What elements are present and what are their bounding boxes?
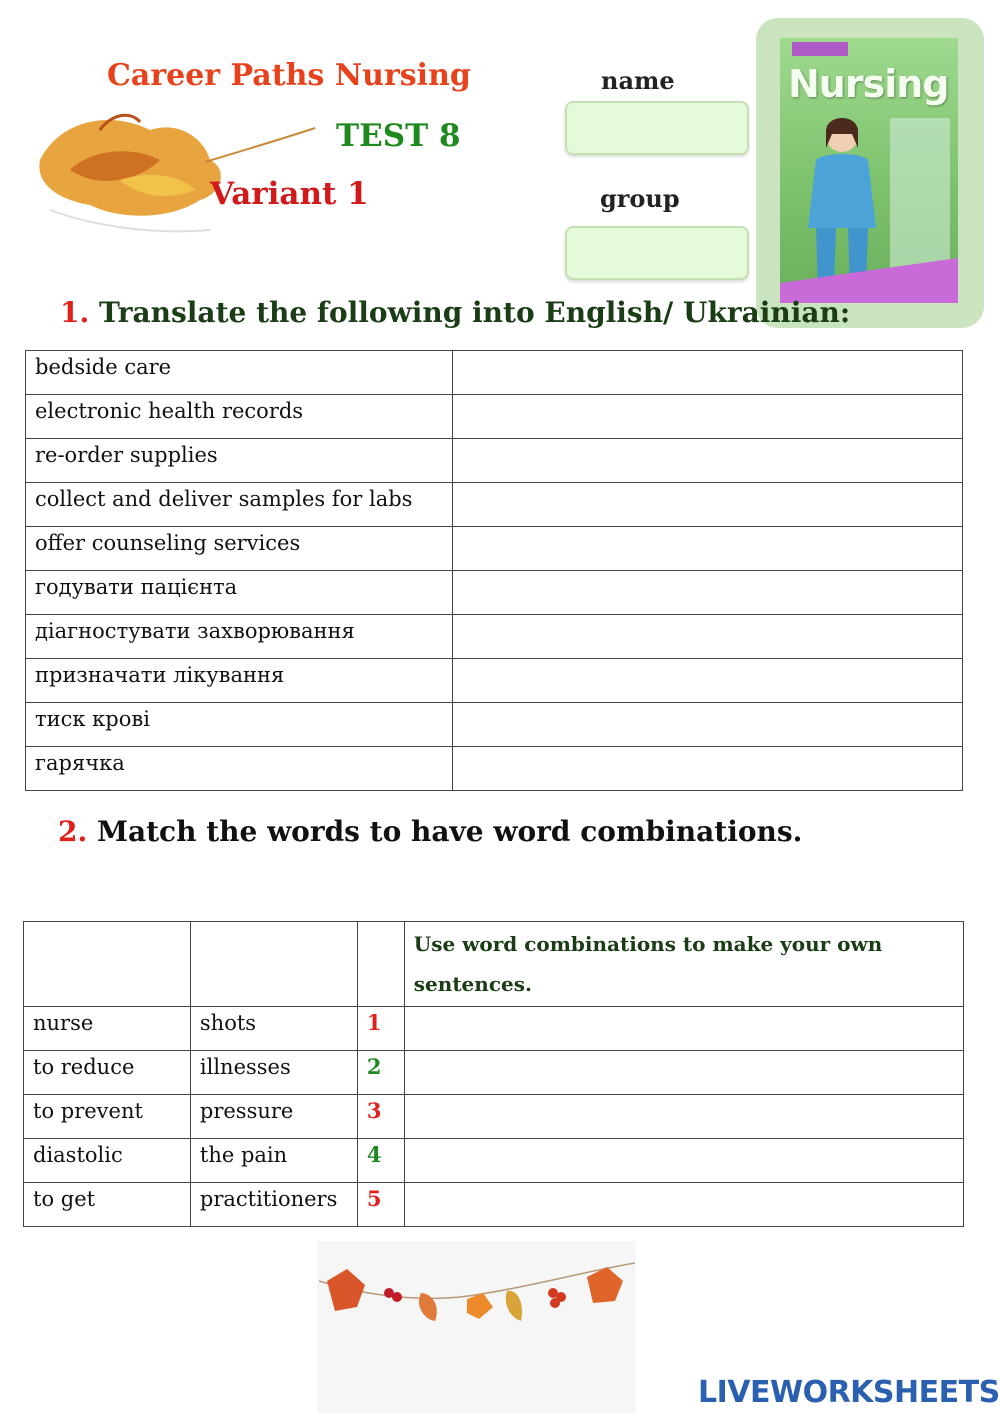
answer-cell[interactable] xyxy=(452,395,962,439)
sentence-cell[interactable] xyxy=(404,1139,963,1183)
matching-table xyxy=(23,921,964,1227)
term-cell: offer counseling services xyxy=(26,527,453,571)
term-cell: тиск крові xyxy=(26,703,453,747)
right-word[interactable]: shots xyxy=(190,1007,357,1051)
table-row xyxy=(24,1095,964,1139)
table-row xyxy=(26,527,963,571)
section-1-heading xyxy=(60,296,850,329)
section-2-heading xyxy=(58,815,802,848)
cover-title: Nursing xyxy=(788,62,949,106)
answer-cell[interactable] xyxy=(452,615,962,659)
row-number: 1 xyxy=(357,1007,404,1051)
table-row xyxy=(26,571,963,615)
leaf-garland-image xyxy=(317,1241,636,1413)
header-cell xyxy=(190,922,357,1007)
table-row xyxy=(26,483,963,527)
nurse-figure-icon xyxy=(780,108,958,303)
left-word[interactable]: to get xyxy=(24,1183,191,1227)
header-cell xyxy=(357,922,404,1007)
section-1-title: Translate the following into English/ Ukrainian: xyxy=(98,296,851,329)
translation-table xyxy=(25,350,963,791)
book-cover-image xyxy=(780,38,958,303)
table-row xyxy=(26,659,963,703)
test-number: TEST 8 xyxy=(336,118,461,154)
answer-cell[interactable] xyxy=(452,483,962,527)
table-row xyxy=(24,1183,964,1227)
variant-label: Variant 1 xyxy=(210,176,369,212)
term-cell: re-order supplies xyxy=(26,439,453,483)
sentence-cell[interactable] xyxy=(404,1051,963,1095)
section-1-number: 1. xyxy=(60,296,90,329)
sentence-cell[interactable] xyxy=(404,1183,963,1227)
left-word[interactable]: nurse xyxy=(24,1007,191,1051)
term-cell: годувати пацієнта xyxy=(26,571,453,615)
row-number: 2 xyxy=(357,1051,404,1095)
table-row xyxy=(26,747,963,791)
sentence-cell[interactable] xyxy=(404,1095,963,1139)
table-row xyxy=(26,615,963,659)
group-label: group xyxy=(600,184,680,213)
sentence-cell[interactable] xyxy=(404,1007,963,1051)
table-row xyxy=(24,1139,964,1183)
answer-cell[interactable] xyxy=(452,659,962,703)
term-cell: electronic health records xyxy=(26,395,453,439)
term-cell: collect and deliver samples for labs xyxy=(26,483,453,527)
name-label: name xyxy=(601,66,675,95)
answer-cell[interactable] xyxy=(452,703,962,747)
term-cell: гарячка xyxy=(26,747,453,791)
answer-cell[interactable] xyxy=(452,527,962,571)
term-cell: призначати лікування xyxy=(26,659,453,703)
row-number: 5 xyxy=(357,1183,404,1227)
row-number: 3 xyxy=(357,1095,404,1139)
left-word[interactable]: to prevent xyxy=(24,1095,191,1139)
worksheet-title: Career Paths Nursing xyxy=(107,58,471,93)
answer-cell[interactable] xyxy=(452,571,962,615)
cover-series-tab xyxy=(792,42,848,56)
answer-cell[interactable] xyxy=(452,747,962,791)
table-row xyxy=(24,1007,964,1051)
group-field[interactable] xyxy=(565,226,749,280)
table-row xyxy=(24,1051,964,1095)
liveworksheets-logo: LIVEWORKSHEETS xyxy=(698,1375,1000,1410)
left-word[interactable]: to reduce xyxy=(24,1051,191,1095)
left-word[interactable]: diastolic xyxy=(24,1139,191,1183)
sentence-instruction: Use word combinations to make your own sentences. xyxy=(404,922,963,1007)
section-2-title: Match the words to have word combinations. xyxy=(96,815,803,848)
name-field[interactable] xyxy=(565,101,749,155)
section-2-number: 2. xyxy=(58,815,88,848)
table-row xyxy=(26,395,963,439)
leaf-garland-icon xyxy=(317,1241,636,1413)
table-row xyxy=(26,351,963,395)
answer-cell[interactable] xyxy=(452,351,962,395)
right-word[interactable]: pressure xyxy=(190,1095,357,1139)
answer-cell[interactable] xyxy=(452,439,962,483)
right-word[interactable]: illnesses xyxy=(190,1051,357,1095)
term-cell: діагностувати захворювання xyxy=(26,615,453,659)
term-cell: bedside care xyxy=(26,351,453,395)
row-number: 4 xyxy=(357,1139,404,1183)
header-cell xyxy=(24,922,191,1007)
table-row xyxy=(26,703,963,747)
right-word[interactable]: practitioners xyxy=(190,1183,357,1227)
table-row xyxy=(26,439,963,483)
table-header-row xyxy=(24,922,964,1007)
right-word[interactable]: the pain xyxy=(190,1139,357,1183)
